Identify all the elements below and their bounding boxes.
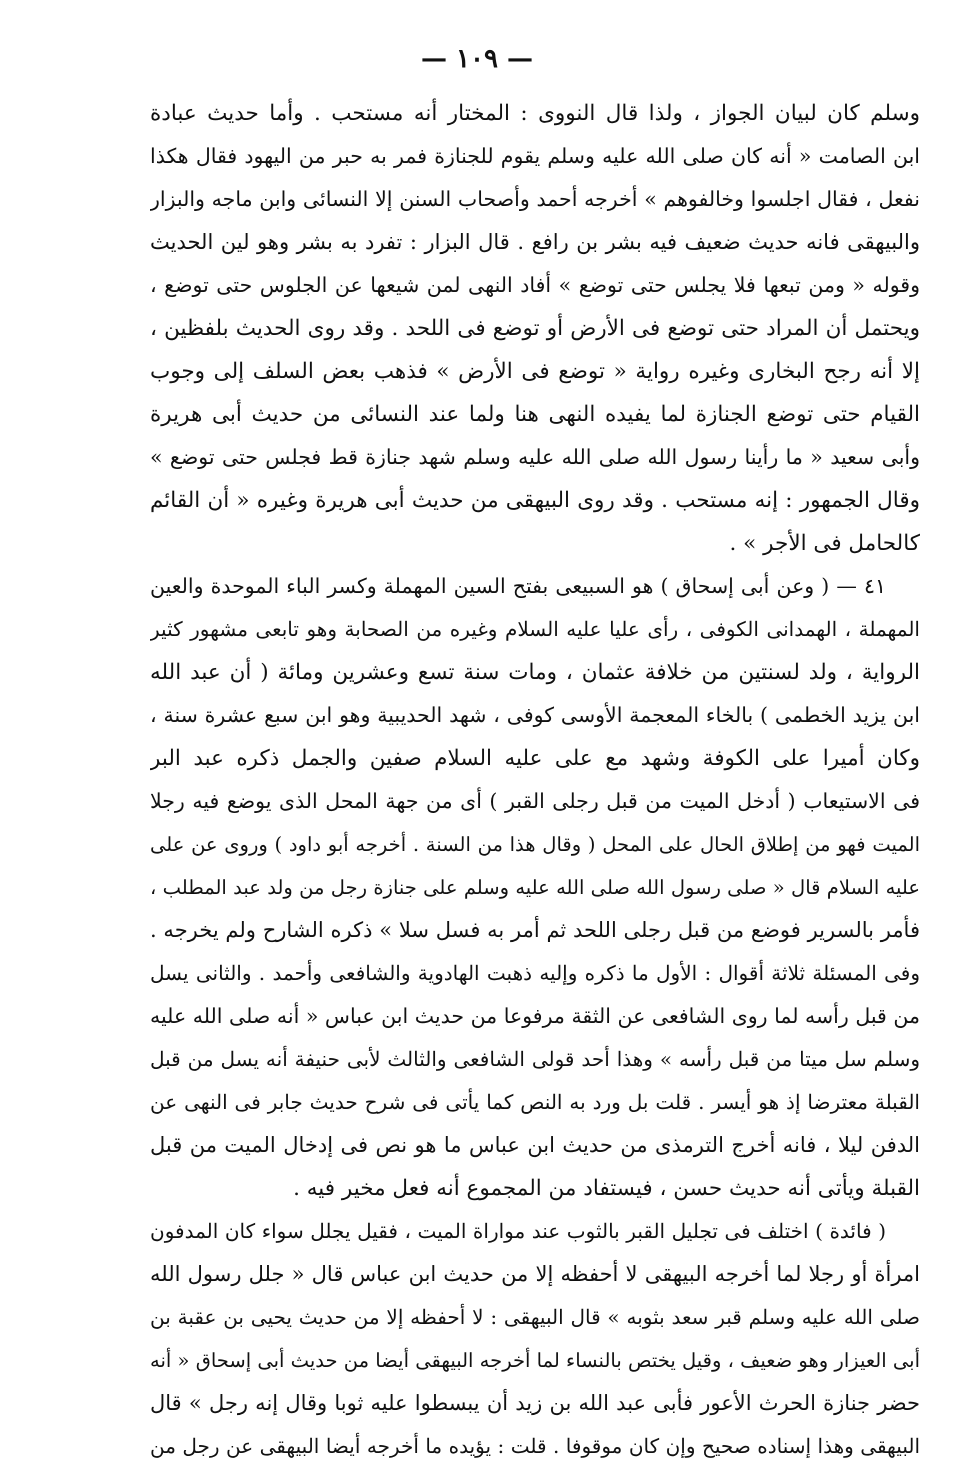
text-line: ابن الصامت « أنه كان صلى الله عليه وسلم يقوم للجنازة فمر به حبر من اليهود فقال هكذا [150,144,920,168]
text-line: من قبل رأسه لما روى الشافعى عن الثقة مرفوعا من حديث ابن عباس « أنه صلى الله عليه [150,1004,920,1028]
text-line: وكان أميرا على الكوفة وشهد مع على عليه السلام صفين والجمل ذكره عبد البر [150,746,920,771]
text-line: إلا أنه رجح البخارى وغيره رواية « توضع فى الأرض » فذهب بعض السلف إلى وجوب [150,359,920,384]
page-number: — ١٠٩ — [420,44,534,74]
text-line: امرأة أو رجلا لما أخرجه البيهقى لا أحفظه إلا من حديث ابن عباس قال « جلل رسول الله [150,1262,920,1286]
text-line: وفى المسئلة ثلاثة أقوال : الأول ما ذكره وإليه ذهبت الهادوية والشافعى وأحمد . والثانى يسل [150,961,920,985]
text-line: الميت فهو من إطلاق الحال على المحل ( وقال هذا من السنة . أخرجه أبو داود ) وروى عن على [150,833,920,856]
text-line: فى الاستيعاب ( أدخل الميت من قبل رجلى القبر ) أى من جهة المحل الذى يوضع فيه رجلا [150,789,920,813]
text-line: عليه السلام قال « صلى رسول الله صلى الله عليه وسلم على جنازة رجل من ولد عبد المطلب ، [150,876,920,899]
text-line: وسلم كان لبيان الجواز ، ولذا قال النووى : المختار أنه مستحب . وأما حديث عبادة [150,101,920,126]
text-line: ( فائدة ) اختلف فى تجليل القبر بالثوب عند مواراة الميت ، فقيل يجلل سواء كان المدفون [150,1219,886,1243]
text-line: فأمر بالسرير فوضع من قبل رجلى اللحد ثم أمر به فسل سلا » ذكره الشارح ولم يخرجه . [150,918,920,942]
text-line: وسلم سل ميتا من قبل رأسه » وهذا أحد قولى الشافعى والثالث لأبى حنيفة أنه يسل من قبل [150,1047,920,1071]
text-line: القبلة ويأتى أنه حديث حسن ، فيستفاد من المجموع أنه فعل مخير فيه . [293,1176,920,1201]
text-line: صلى الله عليه وسلم قبر سعد بثوبه » قال البيهقى : لا أحفظه إلا من حديث يحيى بن عقبة بن [150,1305,920,1329]
text-line: نفعل ، فقال اجلسوا وخالفوهم » أخرجه أحمد وأصحاب السنن إلا النسائى وابن ماجه والبزار [150,187,920,211]
text-line: المهملة ، الهمدانى الكوفى ، رأى عليا عليه السلام وغيره من الصحابة وهو تابعى مشهور كثير [150,617,920,641]
text-line: حضر جنازة الحرث الأعور فأبى عبد الله بن زيد أن يبسطوا عليه ثوبا وقال إنه رجل » قال [150,1391,920,1415]
text-line: والبيهقى فانه حديث ضعيف فيه بشر بن رافع . قال البزار : تفرد به بشر وهو لين الحديث [150,230,920,254]
text-line: وقوله « ومن تبعها فلا يجلس حتى توضع » أفاد النهى لمن شيعها عن الجلوس حتى توضع ، [150,273,920,297]
text-line: وأبى سعيد « ما رأينا رسول الله صلى الله عليه وسلم شهد جنازة قط فجلس حتى توضع » [150,445,920,469]
text-line: ابن يزيد الخطمى ) بالخاء المعجمة الأوسى كوفى ، شهد الحديبية وهو ابن سبع عشرة سنة ، [150,703,920,727]
text-line: الرواية ، ولد لسنتين من خلافة عثمان ، ومات سنة تسع وعشرين ومائة ( أن عبد الله [150,660,920,685]
text-line: البيهقى وهذا إسناده صحيح وإن كان موقوفا . قلت : يؤيده ما أخرجه أيضا البيهقى عن رجل من [150,1434,920,1458]
body-text [150,92,920,1468]
text-line: ٤١ — ( وعن أبى إسحاق ) هو السبيعى بفتح السين المهملة وكسر الباء الموحدة والعين [150,574,886,598]
text-line: القبلة معترضا إذ هو أيسر . قلت بل ورد به النص كما يأتى فى شرح حديث جابر فى النهى عن [150,1090,920,1114]
text-line: أبى العيزار وهو ضعيف ، وقيل يختص بالنساء لما أخرجه البيهقى أيضا من حديث أبى إسحاق « أنه [150,1349,920,1372]
text-line: القيام حتى توضع الجنازة لما يفيده النهى هنا ولما عند النسائى من حديث أبى هريرة [150,402,920,427]
text-line: الدفن ليلا ، فانه أخرج الترمذى من حديث ابن عباس ما هو نص فى إدخال الميت من قبل [150,1133,920,1157]
text-line: ويحتمل أن المراد حتى توضع فى الأرض أو توضع فى اللحد . وقد روى الحديث بلفظين ، [150,316,920,341]
text-line: كالحامل فى الأجر » . [729,531,920,556]
text-line: وقال الجمهور : إنه مستحب . وقد روى البيهقى من حديث أبى هريرة وغيره « أن القائم [150,488,920,513]
